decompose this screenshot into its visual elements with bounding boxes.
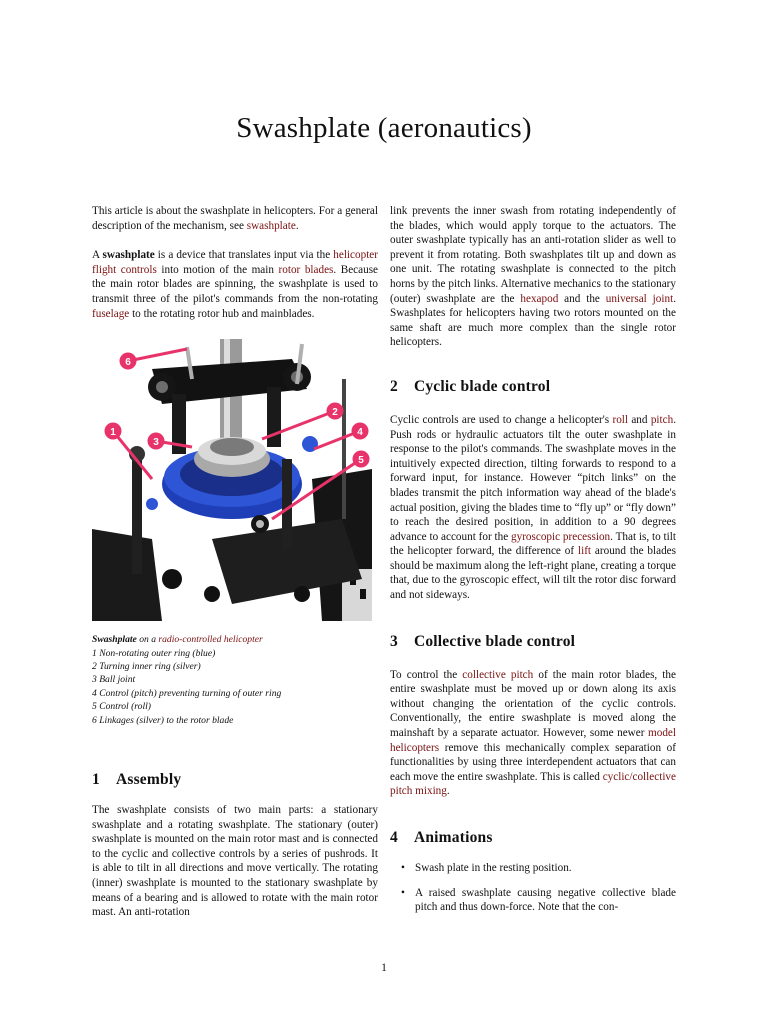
- list-item: • Swash plate in the resting position.: [390, 861, 676, 876]
- marker-2: 2: [332, 407, 338, 419]
- assembly-paragraph: The swashplate consists of two main parts: a stationary swashplate and a rotating swashplate. The stationary (outer) swashplate is mounted on the main rotor mast and is connected to the cyclic and collective controls by a series of pushrods. It is able to tilt in all directions and move vertically. The rotating (inner) swashplate is mounted to the stationary swashplate by means of a bearing and is allowed to rotate with the main rotor mast. An anti-rotation: [92, 804, 378, 919]
- radio-controlled-helicopter-link[interactable]: radio-controlled helicopter: [158, 634, 263, 646]
- caption-line: 3 Ball joint: [92, 674, 136, 686]
- left-column: [92, 204, 378, 920]
- marker-4: 4: [357, 427, 363, 439]
- swashplate-link[interactable]: swashplate: [246, 219, 296, 232]
- fuselage-link[interactable]: fuselage: [92, 307, 130, 320]
- caption-line: 2 Turning inner ring (silver): [92, 660, 201, 672]
- model-helicopters-link[interactable]: model helicopters: [390, 727, 676, 754]
- page-title: Swashplate (aeronautics): [236, 112, 532, 144]
- collective-paragraph: To control the collective pitch of the main rotor blades, the entire swashplate must be moved up or down along its axis without changing the orientation of the cyclic controls. Conventionally, the entire swashplate is moved along the mainshaft by a separate actuator. However, some newer model helicopters remove this mechanically complex separation of functionalities by using three interdependent actuators that can each move the entire swashplate. This is called cyclic/collective pitch mixing.: [390, 668, 676, 798]
- marker-3: 3: [153, 437, 159, 449]
- marker-5: 5: [358, 455, 364, 467]
- assembly-continuation: link prevents the inner swash from rotating independently of the blades, which would apply torque to the actuators. The outer swashplate typically has an anti-rotation slider as well to prevent it from rotating. Both swashplates tilt up and down as one unit. The rotating swashplate is connected to the pitch horns by the pitch links. Alternative mechanics to the stationary (outer) swashplate are the hexapod and the universal joint. Swashplates for helicopters having two rotors mounted on the same shaft are much more complex than the single rotor helicopters.: [390, 205, 676, 349]
- term-swashplate: swashplate: [102, 249, 155, 262]
- hexapod-link[interactable]: hexapod: [520, 292, 559, 305]
- swashplate-photo: [92, 339, 372, 621]
- rotor-blades-link[interactable]: rotor blades: [278, 263, 334, 276]
- section-heading-collective: 3 Collective blade control: [390, 632, 576, 650]
- gyroscopic-precession-link[interactable]: gyroscopic precession: [511, 530, 611, 543]
- intro-paragraph: A swashplate is a device that translates input via the helicopter flight controls into motion of the main rotor blades. Because the main rotor blades are spinning, the swashplate is used to transmit three of the pilot's commands from the non-rotating fuselage to the rotating rotor hub and mainblades.: [92, 249, 379, 320]
- animations-list: [390, 861, 676, 915]
- lift-link[interactable]: lift: [577, 545, 592, 558]
- cyclic-collective-pitch-mixing-link[interactable]: cyclic/collective pitch mixing: [390, 770, 676, 798]
- caption-title: Swashplate on a radio-controlled helicopter: [92, 634, 263, 646]
- caption-line: 4 Control (pitch) preventing turning of outer ring: [92, 687, 282, 699]
- section-heading-cyclic: 2 Cyclic blade control: [390, 377, 551, 395]
- pitch-link[interactable]: pitch: [650, 413, 674, 426]
- universal-joint-link[interactable]: universal joint: [605, 292, 674, 305]
- caption-line: 6 Linkages (silver) to the rotor blade: [92, 714, 234, 726]
- collective-pitch-link[interactable]: collective pitch: [462, 668, 534, 681]
- section-heading-animations: 4 Animations: [390, 829, 493, 846]
- helicopter-flight-controls-link[interactable]: helicopter flight controls: [92, 249, 378, 276]
- caption-line: 1 Non-rotating outer ring (blue): [92, 647, 216, 659]
- cyclic-paragraph: Cyclic controls are used to change a helicopter's roll and pitch. Push rods or hydraulic actuators tilt the outer swashplate in response to the pilot's commands. The swashplate moves in the intuitively expected direction, tilting forwards to respond to a forward input, for instance. However “pitch links” on the blades transmit the pitch information way ahead of the blade's actual position, giving the blades time to “fly up” or “fly down” to reach the desired position, in addition to a 90 degrees advance to account for the gyroscopic precession. That is, to tilt the helicopter forward, the difference of lift around the blades should be maximum along the left-right plane, creating a torque that, due to the gyroscopic effect, will tilt the rotor disc forward and not sideways.: [390, 413, 676, 602]
- list-item: • A raised swashplate causing negative collective blade pitch and thus down-force. Note that the con-: [390, 886, 676, 915]
- page-number: 1: [381, 962, 387, 974]
- disambiguation-note: This article is about the swashplate in helicopters. For a general description of the mechanism, see swashplate.: [92, 205, 378, 232]
- right-column: [390, 204, 676, 925]
- roll-link[interactable]: roll: [612, 413, 629, 426]
- figure-caption: [92, 633, 378, 727]
- marker-1: 1: [110, 427, 116, 439]
- caption-line: 5 Control (roll): [92, 701, 151, 713]
- marker-6: 6: [125, 357, 131, 369]
- section-heading-assembly: 1 Assembly: [92, 771, 182, 788]
